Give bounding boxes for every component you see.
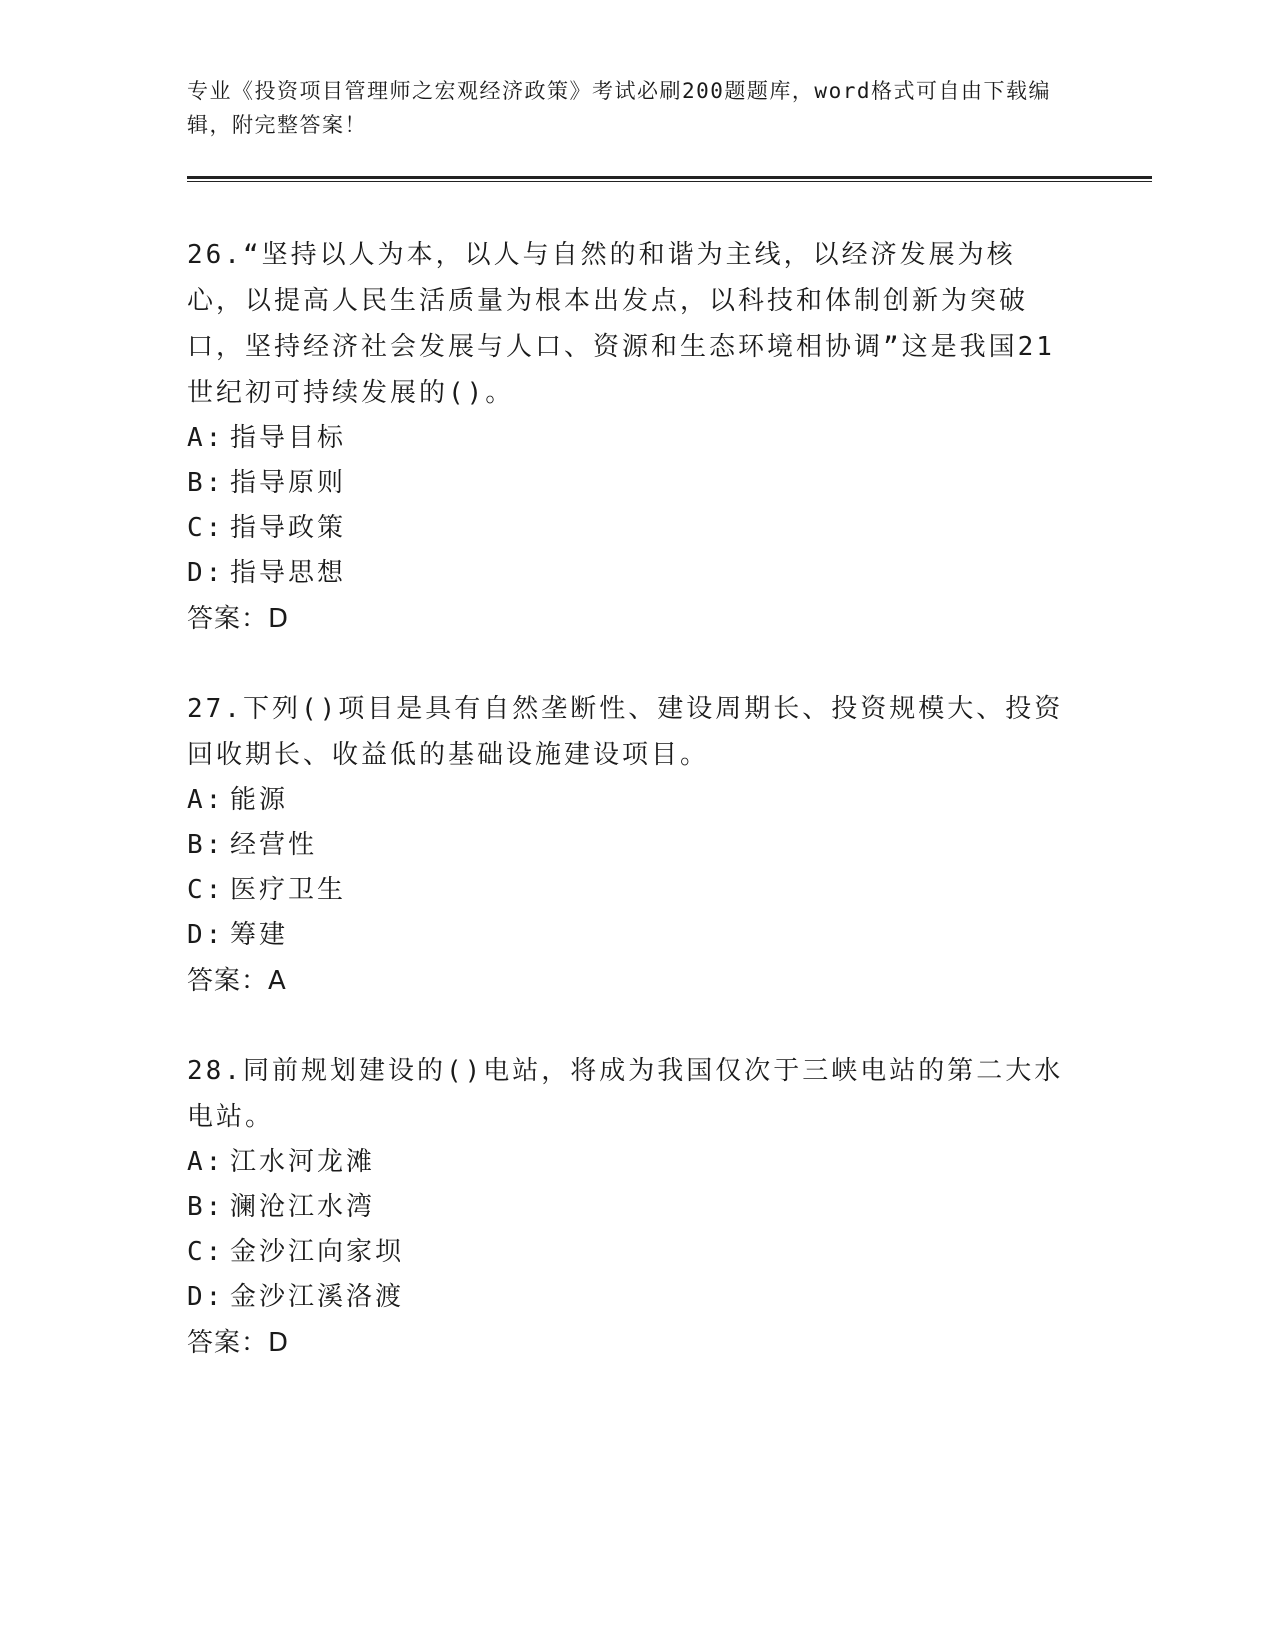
option-a	[187, 416, 1067, 461]
question-26	[187, 232, 1067, 642]
question-27	[187, 686, 1067, 1004]
option-key: A:	[187, 423, 225, 453]
option-c	[187, 868, 1067, 913]
option-text: 澜沧江水湾	[230, 1192, 376, 1222]
option-key: D:	[187, 1282, 225, 1312]
option-key: D:	[187, 920, 225, 950]
option-b	[187, 823, 1067, 868]
option-text: 筹建	[230, 920, 289, 950]
option-d	[187, 913, 1067, 958]
question-text: 26.“坚持以人为本，以人与自然的和谐为主线，以经济发展为核心，以提高人民生活质量为根本出发点，以科技和体制创新为突破口，坚持经济社会发展与人口、资源和生态环境相协调”这是我国21世纪初可持续发展的()。	[187, 240, 1055, 408]
option-c	[187, 1230, 1067, 1275]
option-key: A:	[187, 1147, 225, 1177]
header-divider-thin	[187, 181, 1152, 182]
answer: 答案：A	[187, 966, 287, 996]
option-d	[187, 551, 1067, 596]
option-a	[187, 1140, 1067, 1185]
option-key: C:	[187, 875, 225, 905]
option-text: 江水河龙滩	[230, 1147, 376, 1177]
option-text: 指导原则	[230, 468, 347, 498]
option-key: B:	[187, 468, 225, 498]
option-key: A:	[187, 785, 225, 815]
option-text: 金沙江溪洛渡	[230, 1282, 405, 1312]
option-text: 金沙江向家坝	[230, 1237, 405, 1267]
option-key: D:	[187, 558, 225, 588]
question-text: 28.同前规划建设的()电站，将成为我国仅次于三峡电站的第二大水电站。	[187, 1056, 1064, 1132]
option-key: C:	[187, 513, 225, 543]
document-header: 专业《投资项目管理师之宏观经济政策》考试必刷200题题库，word格式可自由下载编辑，附完整答案！	[187, 79, 1051, 137]
option-text: 指导目标	[230, 423, 347, 453]
option-key: B:	[187, 830, 225, 860]
option-d	[187, 1275, 1067, 1320]
question-text: 27.下列()项目是具有自然垄断性、建设周期长、投资规模大、投资回收期长、收益低的基础设施建设项目。	[187, 694, 1064, 770]
option-text: 经营性	[230, 830, 318, 860]
option-text: 医疗卫生	[230, 875, 347, 905]
header-divider-thick	[187, 176, 1152, 179]
option-b	[187, 461, 1067, 506]
option-a	[187, 778, 1067, 823]
question-list	[187, 232, 1067, 1410]
option-key: B:	[187, 1192, 225, 1222]
option-text: 能源	[230, 785, 289, 815]
answer: 答案：D	[187, 1328, 290, 1358]
option-key: C:	[187, 1237, 225, 1267]
answer: 答案：D	[187, 604, 290, 634]
option-b	[187, 1185, 1067, 1230]
option-text: 指导政策	[230, 513, 347, 543]
option-text: 指导思想	[230, 558, 347, 588]
question-28	[187, 1048, 1067, 1366]
option-c	[187, 506, 1067, 551]
